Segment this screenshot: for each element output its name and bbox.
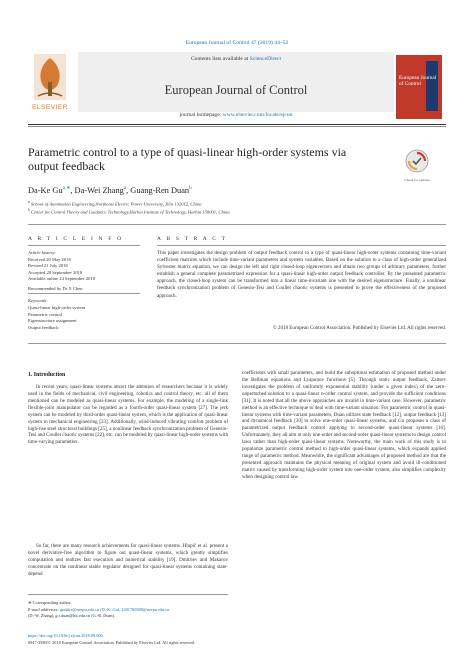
author-sup[interactable]: a,∗	[62, 186, 71, 191]
journal-cover-image	[396, 55, 442, 119]
keyword-item: Eigenstructure assignment	[28, 318, 77, 323]
sciencedirect-link[interactable]: ScienceDirect	[249, 56, 282, 62]
header-rule	[28, 124, 446, 125]
author-separator: ,	[126, 185, 131, 195]
elsevier-wordmark: ELSEVIER	[32, 104, 68, 111]
article-info-rule	[28, 245, 140, 246]
history-item: Available online 24 September 2018	[28, 276, 96, 281]
author-separator: ,	[70, 185, 75, 195]
corresponding-author-note: ∗ Corresponding author.	[28, 600, 72, 605]
cover-title: European Journal of Control	[399, 75, 437, 87]
email-prefix: E-mail addresses:	[28, 607, 61, 612]
author-name[interactable]: Da-Ke Gu	[28, 185, 63, 195]
abstract-heading: A B S T R A C T	[157, 236, 228, 242]
journal-title: European Journal of Control	[164, 83, 308, 97]
paper-title: Parametric control to a type of quasi-linear high-order systems via output feedback	[28, 145, 347, 173]
body-paragraph: In recent years, quasi-linear systems attract the attention of researchers because it is widely used in the fields of mechanical, civil engineering, robotics and control theory, etc. all of them mentioned can be modeled as quasi-linear systems. For example, the modeling of a single-link flexible-joint manipulator can be regarded as a fourth-order quasi-linear system [27]. The jerk system can be modeled by third-order quasi-linear system, which is the application of quasi-linear system in mechanical engineering [23]. Additionally, wind-induced vibrating comfort problem of high-rise steel structural buildings [25], a nonlinear feedback synchronization problem of Genesio-Tesi and Coullet chaotic systems [22], etc. can be modeled by quasi-linear high-order systems with time-varying parameters.	[28, 384, 228, 446]
issn-line: 0947-3580/© 2018 European Control Association. Published by Elsevier Ltd. All rights reserved.	[28, 640, 196, 645]
history-item: Revised 21 July 2018	[28, 263, 68, 268]
affiliation-text: Center for Control Theory and Guidance Technology,Harbin Institute of Technology, Harbin 150001, China	[30, 209, 230, 215]
homepage-line	[78, 112, 394, 118]
author-sup[interactable]: a	[123, 186, 127, 191]
check-for-updates-label: Check for updates	[404, 178, 430, 182]
affiliation-text: School of Automation Engineering,Northeast Electric Power University, Jilin 132012, China	[30, 201, 202, 207]
keyword-item: Output feedback	[28, 324, 59, 330]
affiliation-sup: b	[28, 208, 30, 212]
header-rule-thin	[28, 126, 446, 127]
check-for-updates-icon[interactable]	[403, 148, 431, 178]
author-list	[28, 185, 192, 195]
contents-line	[78, 56, 394, 62]
elsevier-logo	[28, 52, 72, 120]
title-rule	[28, 224, 446, 225]
keywords-label: Keywords:	[28, 298, 48, 303]
author-name[interactable]: Da-Wei Zhang	[74, 185, 124, 195]
article-info-heading: A R T I C L E I N F O	[28, 236, 124, 242]
author-name[interactable]: Guang-Ren Duan	[130, 185, 190, 195]
recommended-by: Recommended by Dr X Chen	[28, 286, 83, 291]
footnote-rule	[28, 594, 228, 595]
abstract-bottom-rule	[28, 343, 446, 344]
email-addresses-cont[interactable]: (D.-W. Zhang), g.r.duan@hit.edu.cn (G.-R. Duan).	[28, 613, 116, 618]
affiliation	[28, 208, 230, 215]
email-links[interactable]: gudake@neepu.edu.cn (D.-K. Gu), 2201700388@neepu.edu.cn	[60, 607, 170, 612]
abstract-text: This paper investigates the design problem of output feedback control to a type of quasi-linear high-order systems containing time-variant coefficient matrices which include time-variant parameters and system variables. Based on the solution to a class of high-order generalized Sylvester matrix equation, we can design the left and right closed-loop eigenvectors and obtain two groups of arbitrary parameters, further establish a general complete parametrized expression for a quasi-linear high-order output feedback controller. By the presented parametric approach, the closed-loop system can be transformed into a linear time-invariant one with the desired eigenstructure. Finally, a nonlinear feedback synchronization problem of Genesio-Tesi and Coullet chaotic systems is presented to prove the effectiveness of the proposed approach.	[157, 250, 446, 299]
homepage-prefix: journal homepage:	[179, 112, 223, 118]
homepage-link[interactable]: www.elsevier.com/locate/ejcon	[222, 112, 293, 118]
body-paragraph: coefficients with small parameters, and build the suboptimal estimation of proposed method under the Bellman equations and Lyapunov functions [5]. Through static output feedback, Zaitsev investigates the problem of uniformly exponential stability (under a given index) of the zero-unperturbed solution to a quasi-linear n-order control system, and provide the sufficient conditions [31]. It is noted that all the above approaches are invalid in time-variant case. However, parametric method is an effective technique to deal with time-variant situation. For parametric control in quasi-linear systems with time-variant parameters, Duan utilizes state feedback [12], output feedback [13] and dynamical feedback [30] to solve one-order quasi-linear systems, and Gu proposes a class of parametrized output feedback control applying to second-order quasi-linear systems [16]. Unfortunately, they all aim at only one-order and second-order quasi-linear systems to design control laws rather than high-order quasi-linear systems. Noteworthy, the main work of this study is to popularize parametric control method to high-order quasi-linear systems, which expands applied range of parametric method. Meanwhile, the significant advantages of proposed method are that the presented approach maintains the physical meaning of original system and avoid ill-conditioned matrix caused by transforming high-order system into one-order system, also simplifies complexity when designing control law.	[242, 370, 447, 480]
history-item: Accepted 20 September 2018	[28, 269, 83, 275]
abstract-rule	[157, 245, 446, 246]
email-addresses	[28, 607, 169, 612]
affiliation-sup: a	[28, 200, 30, 204]
journal-reference[interactable]: European Journal of Control 47 (2019) 44–52	[185, 40, 289, 46]
section-heading: 1. Introduction	[28, 372, 66, 378]
affiliation	[28, 200, 202, 207]
keyword-item: Parametric control	[28, 311, 63, 317]
keyword-item: Quasi-linear high-order system	[28, 305, 86, 310]
author-sup[interactable]: b	[189, 186, 192, 191]
body-paragraph: So far, there are many research achievements for quasi-linear systems. Hlupič et al. present a novel derivative-free algorithm to figure out quasi-linear systems, which greatly simplifies computation and realizes fast execution and numerical stability [19]. Dmitriev and Makarov concentrate on the nonlinear stable regulator designed for quasi-linear systems containing state-depend	[28, 543, 228, 577]
keywords-rule	[28, 293, 140, 294]
history-item: Received 20 May 2018	[28, 256, 71, 262]
copyright-notice: © 2018 European Control Association. Published by Elsevier Ltd. All rights reserved.	[272, 325, 446, 331]
history-label: Article history:	[28, 250, 56, 255]
contents-prefix: Contents lists available at	[190, 56, 250, 62]
doi-link[interactable]: https://doi.org/10.1016/j.ejcon.2018.09.006	[28, 633, 103, 638]
